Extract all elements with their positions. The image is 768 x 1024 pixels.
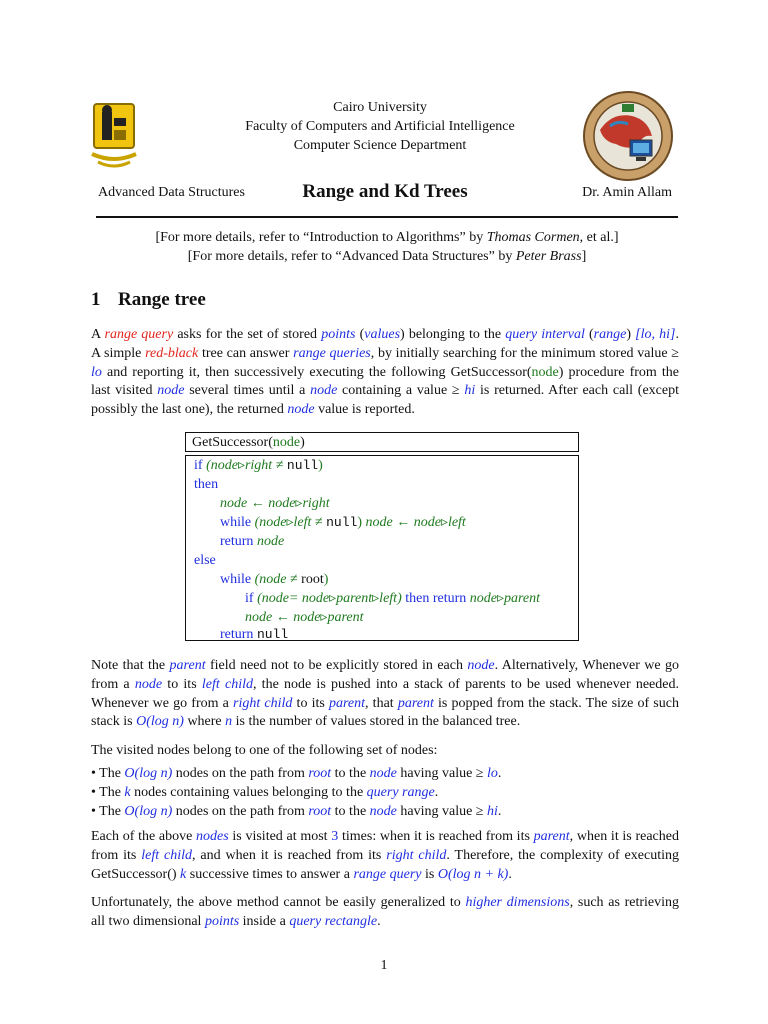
- term-nodes: nodes: [196, 829, 229, 844]
- term-range-queries: range queries: [293, 345, 371, 361]
- math-olog: O(log n): [136, 714, 184, 730]
- term-root: root: [308, 766, 332, 781]
- text: containing a value ≥: [337, 383, 465, 399]
- text: inside a: [239, 913, 290, 929]
- text: to the: [331, 804, 370, 819]
- text: tree can answer: [198, 345, 294, 361]
- text: .: [377, 913, 381, 929]
- term-range: range: [593, 327, 627, 342]
- algo-line-5: [220, 532, 284, 551]
- bullet-item-1: [91, 764, 679, 783]
- kw-then: then: [194, 477, 219, 492]
- faculty-seal-logo: [582, 90, 674, 182]
- text: and reporting it, then successively executing the following GetSuccessor(: [101, 364, 532, 380]
- algo-null: null: [326, 515, 358, 530]
- text: is returned. After each call (except possibly the last one), the returned: [91, 383, 679, 418]
- algo-assign: node ← node▹left: [365, 515, 466, 530]
- bullet-item-2: [91, 783, 679, 802]
- text: to its: [292, 695, 329, 711]
- algo-close: ): [318, 458, 323, 473]
- term-parent: parent: [533, 829, 570, 844]
- institution-header: [180, 98, 580, 155]
- instructor-name: Dr. Amin Allam: [582, 185, 672, 200]
- text: .: [497, 766, 502, 781]
- kw-else: else: [194, 553, 216, 568]
- algo-assign: node ← node▹parent: [245, 610, 364, 625]
- paragraph-visited-nodes: [91, 742, 679, 761]
- term-right-child: right child: [386, 847, 447, 863]
- algo-cond: (node▹left ≠: [254, 515, 327, 530]
- text: where: [183, 714, 226, 730]
- algo-cond: (node= node▹parent▹left): [257, 591, 402, 606]
- text: field need not to be explicitly stored in each: [205, 658, 468, 673]
- text: .: [508, 866, 512, 882]
- text: The visited nodes belong to one of the following set of nodes:: [91, 743, 438, 758]
- algo-root: root: [301, 572, 324, 587]
- text: ): [626, 327, 631, 342]
- text: , that: [365, 695, 398, 711]
- algo-null: null: [286, 458, 319, 473]
- term-hi: hi: [464, 383, 476, 399]
- section-number: 1: [91, 289, 101, 310]
- algo-close: ): [323, 572, 329, 587]
- term-red-black: red-black: [145, 345, 199, 361]
- header-rule: [96, 216, 678, 218]
- term-lo: lo: [91, 364, 102, 380]
- text: A: [91, 327, 105, 342]
- math-k: k: [124, 785, 131, 800]
- bullet-list: [91, 764, 679, 821]
- text: . A simple: [91, 327, 679, 361]
- term-left-child: left child: [141, 847, 193, 863]
- ref2-author: Peter Brass: [515, 249, 582, 264]
- bullet-item-3: [91, 802, 679, 821]
- section-heading: [91, 289, 206, 311]
- kw-if: if: [194, 458, 203, 473]
- text: to its: [162, 676, 202, 692]
- text: value is reported.: [314, 402, 415, 418]
- ref2-text: [For more details, refer to “Advanced Data Structures” by: [187, 249, 516, 264]
- ref2-end: ]: [581, 249, 587, 264]
- math-olog: O(log n): [124, 804, 173, 819]
- text: several times until a: [184, 383, 311, 399]
- text: to the: [331, 766, 370, 781]
- term-query-interval: query interval: [505, 327, 585, 342]
- term-query-rectangle: query rectangle: [289, 913, 378, 929]
- text: , by initially searching for the minimum stored value ≥: [370, 345, 679, 361]
- term-node: node: [467, 658, 495, 673]
- algo-cond: (node▹right ≠: [206, 458, 287, 473]
- text: nodes on the path from: [172, 804, 309, 819]
- algo-node: node▹parent: [469, 591, 541, 606]
- algorithm-title-box: [185, 432, 579, 452]
- algo-line-2: [194, 475, 218, 494]
- term-root: root: [308, 804, 332, 819]
- text: Unfortunately, the above method cannot be easily generalized to: [91, 895, 466, 910]
- kw-return: return: [220, 627, 254, 642]
- kw-return: return: [220, 534, 254, 549]
- term-points: points: [321, 327, 356, 342]
- term-lo: lo: [487, 766, 498, 781]
- algo-close: ): [357, 515, 362, 530]
- section-title: Range tree: [118, 289, 206, 310]
- course-name: Advanced Data Structures: [98, 185, 245, 200]
- term-node-arg: node: [531, 364, 559, 380]
- text: . Therefore, the complexity of executing GetSuccessor(): [91, 847, 679, 882]
- text: , when it is reached from its: [91, 829, 679, 863]
- text: (: [584, 327, 594, 342]
- term-parent: parent: [328, 695, 366, 711]
- cairo-university-logo: [84, 98, 154, 174]
- text: • The: [91, 766, 125, 781]
- text: is popped from the stack. The size of such stack is: [91, 695, 679, 730]
- algo-assign: node ← node▹right: [220, 496, 330, 511]
- text: nodes on the path from: [172, 766, 309, 781]
- term-higher-dimensions: higher dimensions: [465, 895, 570, 910]
- text: is visited at most: [228, 829, 332, 844]
- faculty-name: Faculty of Computers and Artificial Intelligence: [245, 119, 515, 134]
- term-left-child: left child: [201, 676, 253, 692]
- university-name: Cairo University: [333, 100, 427, 115]
- algo-line-8: [245, 589, 540, 608]
- kw-then-return: then return: [405, 591, 467, 606]
- text: is: [421, 866, 438, 882]
- kw-while: while: [220, 515, 252, 530]
- document-title: Range and Kd Trees: [302, 181, 468, 202]
- algo-line-1: [194, 456, 323, 475]
- text: is the number of values stored in the balanced tree.: [232, 714, 521, 730]
- algo-line-6: [194, 551, 216, 570]
- ref1-text: [For more details, refer to “Introduction to Algorithms” by: [155, 230, 487, 245]
- math-olog: O(log n): [124, 766, 173, 781]
- course-header-row: [96, 183, 674, 207]
- text: , and when it is reached from its: [192, 847, 387, 863]
- text: , such as retrieving all two dimensional: [91, 895, 679, 929]
- term-node: node: [134, 676, 163, 692]
- text: ) procedure from the last visited: [91, 364, 679, 399]
- text: having value ≥: [396, 766, 487, 781]
- math-n: n: [225, 714, 233, 730]
- algo-line-7: [220, 570, 328, 589]
- term-range-query: range query: [104, 327, 174, 342]
- math-olog-k: O(log n + k): [437, 866, 509, 882]
- paragraph-complexity: [91, 828, 679, 884]
- text: successive times to answer a: [186, 866, 354, 882]
- text: having value ≥: [396, 804, 487, 819]
- text: (: [355, 327, 365, 342]
- text: • The: [91, 785, 125, 800]
- department-name: Computer Science Department: [293, 138, 467, 153]
- term-node: node: [287, 402, 315, 418]
- term-query-range: query range: [366, 785, 435, 800]
- text: , the node is pushed into a stack of parents to be used whenever needed. Whenever we go from a: [91, 676, 679, 711]
- algo-null: null: [256, 627, 289, 642]
- term-hi: hi: [487, 804, 498, 819]
- term-node: node: [369, 804, 397, 819]
- paragraph-range-query: [91, 326, 679, 420]
- kw-if: if: [245, 591, 254, 606]
- term-right-child: right child: [233, 695, 293, 711]
- paragraph-higher-dimensions: [91, 894, 679, 932]
- algo-cond: (node ≠: [254, 572, 302, 587]
- references: [96, 228, 678, 266]
- algo-title-text: GetSuccessor(: [192, 435, 273, 450]
- term-interval: [lo, hi]: [635, 327, 676, 342]
- algorithm-body-box: [185, 455, 579, 641]
- reference-line-2: [96, 247, 678, 266]
- text: • The: [91, 804, 125, 819]
- term-parent: parent: [169, 658, 206, 673]
- algo-line-3: [220, 494, 330, 513]
- ref1-end: , et al.]: [579, 230, 619, 245]
- algo-title-arg: node: [272, 435, 301, 450]
- term-values: values: [364, 327, 401, 342]
- algo-title-end: ): [300, 435, 305, 450]
- text: times: when it is reached from its: [338, 829, 534, 844]
- algo-line-4: [220, 513, 466, 532]
- term-node: node: [369, 766, 397, 781]
- term-range-query: range query: [353, 866, 422, 882]
- math-k: k: [180, 866, 187, 882]
- page-number: 1: [380, 958, 388, 973]
- text: Note that the: [91, 658, 170, 673]
- text: . Alternatively, Whenever we go from a: [91, 658, 679, 692]
- reference-line-1: [96, 228, 678, 247]
- text: asks for the set of stored: [173, 327, 322, 342]
- paragraph-parent-stack: [91, 657, 679, 732]
- ref1-author: Thomas Cormen: [486, 230, 580, 245]
- algo-node: node: [256, 534, 285, 549]
- math-three: 3: [331, 829, 339, 844]
- term-parent: parent: [397, 695, 434, 711]
- term-node: node: [157, 383, 185, 399]
- text: .: [497, 804, 502, 819]
- text: nodes containing values belonging to the: [130, 785, 367, 800]
- kw-while: while: [220, 572, 252, 587]
- text: ) belonging to the: [400, 327, 506, 342]
- term-node: node: [310, 383, 338, 399]
- algo-line-10: [220, 625, 288, 644]
- text: .: [434, 785, 439, 800]
- text: Each of the above: [91, 829, 197, 844]
- term-points: points: [204, 913, 240, 929]
